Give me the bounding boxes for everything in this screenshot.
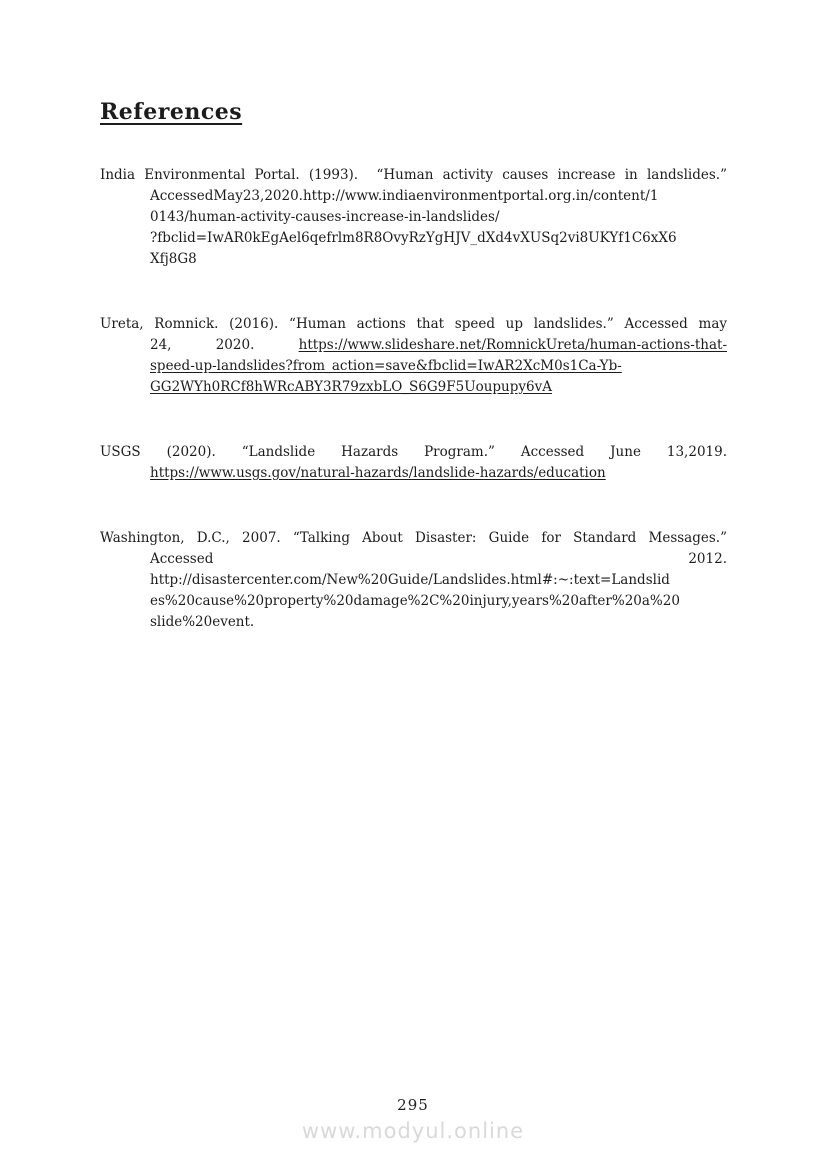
reference-text: Washington, D.C., 2007. “Talking About Disaster: Guide for Standard Messages.” — [100, 530, 727, 546]
reference-hyperlink[interactable]: https://www.usgs.gov/natural-hazards/landslide-hazards/education — [150, 465, 606, 481]
reference-text: 24, 2020. — [150, 337, 299, 353]
reference-entry — [100, 165, 727, 270]
reference-line — [100, 591, 727, 612]
reference-entry — [100, 528, 727, 633]
reference-line — [100, 207, 727, 228]
reference-line — [100, 442, 727, 463]
references-section — [100, 98, 727, 677]
reference-hyperlink[interactable]: GG2WYh0RCf8hWRcABY3R79zxbLO_S6G9F5Uoupupy6vA — [150, 379, 552, 395]
reference-line — [100, 570, 727, 591]
reference-line — [100, 377, 727, 398]
reference-text: AccessedMay23,2020.http://www.indiaenvironmentportal.org.in/content/1 — [150, 188, 659, 204]
reference-entry — [100, 442, 727, 484]
reference-entry — [100, 314, 727, 398]
reference-hyperlink[interactable]: speed-up-landslides?from_action=save&fbclid=IwAR2XcM0s1Ca-Yb- — [150, 358, 622, 374]
references-heading: References — [100, 99, 243, 125]
reference-line — [100, 228, 727, 249]
reference-text: USGS (2020). “Landslide Hazards Program.” Accessed June 13,2019. — [100, 444, 727, 460]
page-number: 295 — [397, 1096, 429, 1114]
reference-line — [100, 186, 727, 207]
reference-text: Xfj8G8 — [150, 251, 197, 267]
reference-text: Ureta, Romnick. (2016). “Human actions that speed up landslides.” Accessed may — [100, 316, 727, 332]
reference-text: Accessed 2012. — [150, 551, 727, 567]
reference-hyperlink[interactable]: https://www.slideshare.net/RomnickUreta/human-actions-that- — [298, 337, 727, 353]
reference-line — [100, 249, 727, 270]
reference-line — [100, 314, 727, 335]
reference-text: es%20cause%20property%20damage%2C%20injury,years%20after%20a%20 — [150, 593, 680, 609]
reference-text: ?fbclid=IwAR0kEgAel6qefrlm8R8OvyRzYgHJV_dXd4vXUSq2vi8UKYf1C6xX6 — [150, 230, 677, 246]
watermark-text: www.modyul.online — [301, 1119, 525, 1143]
reference-line — [100, 612, 727, 633]
reference-line — [100, 528, 727, 549]
reference-line — [100, 463, 727, 484]
reference-line — [100, 356, 727, 377]
reference-text: slide%20event. — [150, 614, 255, 630]
references-list — [100, 165, 727, 633]
reference-text: http://disastercenter.com/New%20Guide/Landslides.html#:~:text=Landslid — [150, 572, 670, 588]
reference-text: India Environmental Portal. (1993). “Human activity causes increase in landslides.” — [100, 167, 727, 183]
reference-line — [100, 549, 727, 570]
reference-text: 0143/human-activity-causes-increase-in-landslides/ — [150, 209, 500, 225]
reference-line — [100, 335, 727, 356]
reference-line — [100, 165, 727, 186]
